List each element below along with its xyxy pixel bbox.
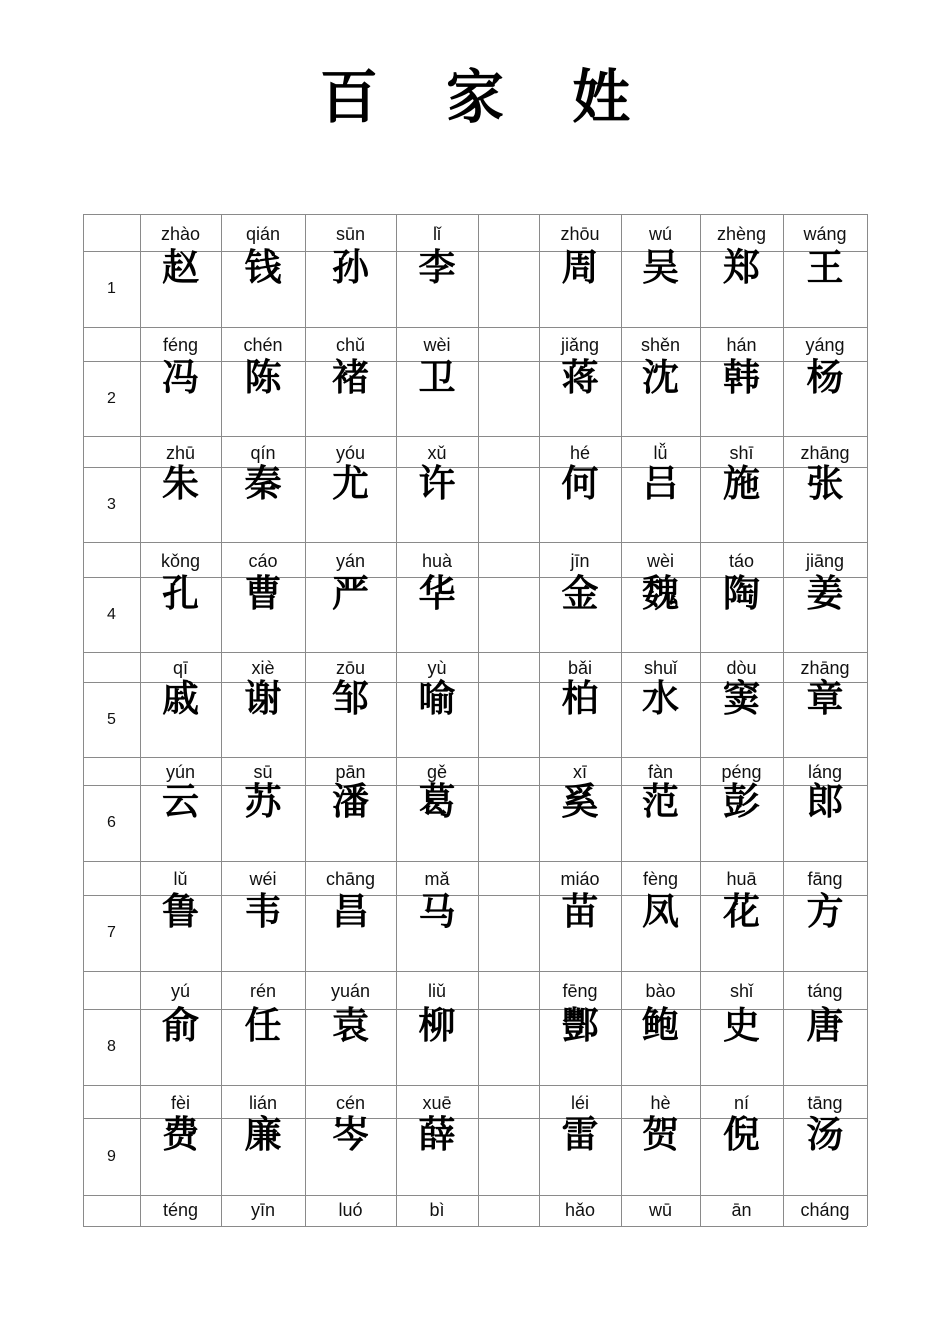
pinyin-label: zhōu [560, 223, 600, 244]
surname-character: 章 [806, 677, 844, 720]
pinyin-label: shǐ [729, 981, 753, 1001]
pinyin-label: péng [721, 762, 762, 782]
pinyin-label: yù [427, 658, 447, 678]
surname-character: 施 [723, 462, 760, 505]
pinyin-label: fēng [562, 981, 598, 1001]
pinyin-label: wú [648, 223, 672, 244]
surname-character: 孙 [332, 246, 369, 289]
pinyin-label: qín [250, 442, 276, 463]
surname-character: 李 [418, 246, 456, 289]
pinyin-label: hé [569, 442, 591, 463]
pinyin-label: huā [726, 869, 757, 889]
pinyin-label: gě [426, 762, 448, 782]
surname-character: 曹 [244, 572, 282, 615]
surname-character: 蒋 [561, 356, 599, 399]
pinyin-label: pān [335, 762, 366, 782]
pinyin-label: wū [648, 1200, 672, 1220]
surname-character: 沈 [642, 356, 679, 399]
pinyin-label: xuē [422, 1092, 452, 1113]
row-number: 2 [107, 389, 116, 407]
pinyin-label: cáo [248, 550, 278, 571]
surname-character: 雷 [561, 1113, 599, 1156]
surname-character: 韦 [244, 890, 282, 933]
surname-character: 苗 [561, 890, 599, 933]
row-number: 6 [107, 814, 116, 831]
pinyin-label: jiāng [805, 550, 845, 571]
pinyin-label: fāng [807, 869, 843, 889]
pinyin-label: sūn [335, 223, 366, 244]
pinyin-label: cén [335, 1092, 366, 1113]
pinyin-label: wèi [646, 550, 674, 571]
pinyin-label: zhèng [716, 223, 767, 244]
surname-character: 郑 [723, 246, 760, 289]
surname-character: 喻 [418, 677, 456, 720]
pinyin-label: jīn [570, 550, 590, 571]
surname-character: 昌 [332, 890, 369, 933]
pinyin-label: zhāng [800, 658, 850, 678]
surname-character: 贺 [642, 1113, 679, 1156]
surname-character: 许 [418, 462, 456, 505]
surname-character: 云 [162, 780, 199, 823]
surname-character: 柏 [561, 677, 599, 720]
pinyin-label: hǎo [564, 1200, 596, 1220]
surname-character: 彭 [723, 780, 760, 823]
surname-character: 费 [162, 1113, 199, 1156]
surname-character: 郎 [806, 780, 844, 823]
pinyin-label: rén [249, 981, 276, 1001]
pinyin-label: yīn [250, 1200, 275, 1220]
pinyin-label: fèng [642, 869, 679, 889]
pinyin-label: yóu [335, 442, 366, 463]
pinyin-label: léi [570, 1092, 589, 1113]
surname-character: 酆 [561, 1004, 599, 1047]
pinyin-label: wáng [803, 223, 847, 244]
pinyin-label: bào [645, 981, 676, 1001]
surname-character: 任 [244, 1004, 282, 1047]
surname-character: 戚 [162, 677, 199, 720]
pinyin-label: yáng [805, 335, 845, 355]
surname-character: 陶 [723, 572, 760, 615]
pinyin-label: fèi [170, 1092, 190, 1113]
pinyin-label: huà [421, 550, 453, 571]
row-number: 3 [107, 495, 116, 513]
pinyin-label: chāng [325, 869, 376, 889]
surname-character: 孔 [162, 572, 199, 615]
pinyin-label: yán [335, 550, 366, 571]
surname-character: 倪 [723, 1113, 760, 1156]
surname-character: 苏 [244, 780, 282, 823]
surname-character: 葛 [418, 780, 456, 823]
pinyin-label: yún [165, 762, 196, 782]
pinyin-label: shuǐ [643, 658, 678, 678]
surname-character: 邹 [332, 677, 369, 720]
pinyin-label: zhào [160, 223, 201, 244]
surname-character: 韩 [723, 356, 760, 399]
pinyin-label: bǎi [567, 658, 593, 678]
surname-character: 褚 [332, 356, 369, 399]
surname-character: 王 [806, 246, 844, 289]
surname-character: 严 [332, 572, 369, 615]
pinyin-label: xī [572, 762, 587, 782]
pinyin-label: lǐ [433, 223, 441, 244]
row-number: 4 [107, 605, 116, 623]
surname-character: 薛 [418, 1113, 456, 1156]
surname-character: 俞 [162, 1004, 199, 1047]
surname-character: 陈 [244, 356, 282, 399]
pinyin-label: táo [728, 550, 755, 571]
surname-character: 卫 [418, 356, 456, 399]
surname-character: 鲍 [642, 1004, 679, 1047]
surname-character: 唐 [806, 1004, 844, 1047]
pinyin-label: shěn [640, 335, 681, 355]
surname-character: 魏 [642, 572, 679, 615]
pinyin-label: fàn [647, 762, 674, 782]
pinyin-label: jiǎng [560, 335, 600, 355]
pinyin-label: yú [170, 981, 190, 1001]
pinyin-label: chén [243, 335, 283, 355]
pinyin-label: lǚ [653, 442, 668, 463]
pinyin-label: luó [338, 1200, 363, 1220]
surname-character: 金 [561, 572, 599, 615]
pinyin-label: ān [731, 1200, 752, 1220]
pinyin-label: táng [807, 981, 843, 1001]
pinyin-label: lián [248, 1092, 278, 1113]
pinyin-label: qián [245, 223, 281, 244]
pinyin-label: miáo [560, 869, 600, 889]
surname-character: 华 [418, 572, 456, 615]
surname-character: 汤 [806, 1113, 844, 1156]
pinyin-label: zhāng [800, 442, 850, 463]
surname-character: 鲁 [162, 890, 199, 933]
pinyin-label: féng [162, 335, 199, 355]
pinyin-label: zōu [335, 658, 366, 678]
surname-character: 凤 [642, 890, 679, 933]
surname-character: 马 [418, 890, 456, 933]
surname-character: 尤 [332, 462, 369, 505]
surname-character: 柳 [418, 1004, 456, 1047]
surname-character: 袁 [332, 1004, 369, 1047]
page-title: 百 家 姓 [319, 63, 655, 131]
surname-character: 钱 [244, 246, 282, 289]
pinyin-label: qī [172, 658, 188, 678]
pinyin-label: ní [733, 1092, 749, 1113]
pinyin-label: zhū [165, 442, 196, 463]
surname-character: 窦 [723, 677, 760, 720]
pinyin-label: yuán [330, 981, 371, 1001]
surname-character: 赵 [162, 246, 199, 289]
surname-character: 奚 [561, 780, 599, 823]
pinyin-label: téng [162, 1200, 199, 1220]
surname-character: 潘 [332, 780, 369, 823]
surname-character: 朱 [162, 462, 199, 505]
pinyin-label: shī [729, 442, 754, 463]
pinyin-label: mǎ [424, 869, 450, 889]
surname-character: 水 [642, 677, 679, 720]
surname-character: 姜 [806, 572, 844, 615]
pinyin-label: wèi [423, 335, 451, 355]
pinyin-label: hán [726, 335, 757, 355]
pinyin-label: chǔ [335, 335, 366, 355]
surname-character: 谢 [244, 677, 282, 720]
surname-character: 秦 [244, 462, 282, 505]
pinyin-label: dòu [726, 658, 757, 678]
surname-character: 范 [642, 780, 679, 823]
pinyin-label: sū [253, 762, 273, 782]
surname-character: 何 [561, 462, 599, 505]
pinyin-label: xiè [251, 658, 275, 678]
surname-character: 周 [561, 246, 599, 289]
surname-character: 廉 [244, 1113, 282, 1156]
row-number: 7 [107, 924, 116, 941]
surname-character: 史 [723, 1004, 760, 1047]
surname-character: 花 [723, 890, 760, 933]
surname-character: 方 [806, 890, 844, 933]
row-number: 8 [107, 1038, 116, 1055]
pinyin-label: cháng [800, 1200, 850, 1220]
surname-character: 吕 [642, 462, 679, 505]
surname-character: 冯 [162, 356, 199, 399]
pinyin-label: wéi [249, 869, 277, 889]
row-number: 1 [107, 280, 116, 297]
row-number: 5 [107, 710, 116, 728]
surname-character: 岑 [332, 1113, 369, 1156]
surname-character: 杨 [806, 356, 844, 399]
surname-character: 吴 [642, 246, 679, 289]
pinyin-label: lǔ [173, 869, 188, 889]
pinyin-label: láng [807, 762, 843, 782]
pinyin-label: xǔ [427, 442, 447, 463]
pinyin-label: tāng [807, 1092, 843, 1113]
row-number: 9 [107, 1147, 116, 1165]
pinyin-label: hè [650, 1092, 671, 1113]
pinyin-label: liǔ [427, 981, 446, 1001]
pinyin-label: kǒng [160, 550, 201, 571]
surname-character: 张 [806, 462, 844, 505]
pinyin-label: bì [429, 1200, 445, 1220]
